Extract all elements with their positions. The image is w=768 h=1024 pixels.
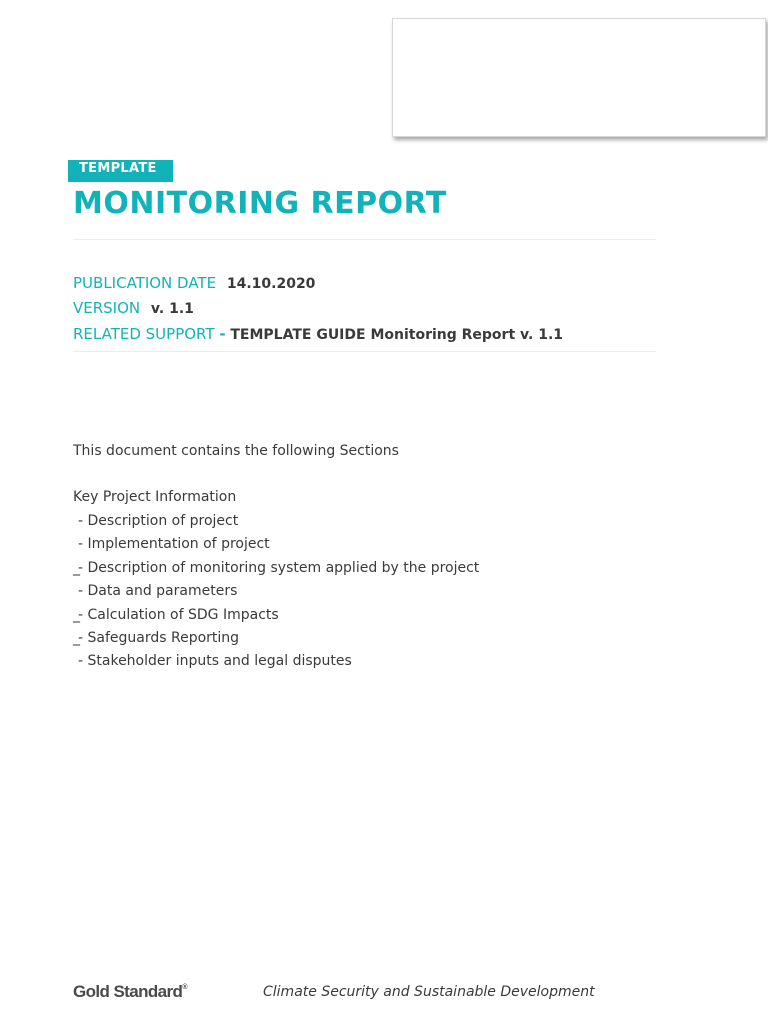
intro-text: This document contains the following Sections <box>73 443 399 459</box>
publication-date-value: 14.10.2020 <box>226 276 316 292</box>
template-tag-label: TEMPLATE <box>79 161 157 176</box>
section-label: - Stakeholder inputs and legal disputes <box>78 653 352 669</box>
related-support-row <box>73 325 563 343</box>
section-label: - Description of monitoring system applied by the project <box>78 560 480 576</box>
section-label: - Data and parameters <box>78 583 238 599</box>
related-support-dash: - <box>219 325 226 343</box>
logo-text: Gold Standard <box>73 982 183 1001</box>
meta-divider <box>73 351 656 352</box>
section-label: - Implementation of project <box>78 536 270 552</box>
version-value: v. 1.1 <box>150 301 194 317</box>
version-label: VERSION <box>73 299 141 317</box>
section-list-item <box>73 630 239 646</box>
section-list-item <box>73 653 352 669</box>
registered-mark: ® <box>182 984 187 991</box>
section-list-item <box>73 560 479 576</box>
gold-standard-logo <box>73 982 187 1002</box>
section-label: - Calculation of SDG Impacts <box>78 607 279 623</box>
section-list-item <box>73 513 238 529</box>
section-list-item <box>73 536 270 552</box>
section-marker: _ <box>73 607 80 623</box>
section-marker: _ <box>73 560 80 576</box>
publication-date-label: PUBLICATION DATE <box>73 274 217 292</box>
sections-heading: Key Project Information <box>73 489 237 505</box>
section-list-item <box>73 607 279 623</box>
section-label: - Description of project <box>78 513 239 529</box>
section-list-item <box>73 583 237 599</box>
document-title: MONITORING REPORT <box>73 186 447 221</box>
section-marker: _ <box>73 630 80 646</box>
related-support-label: RELATED SUPPORT <box>73 325 215 343</box>
footer-tagline: Climate Security and Sustainable Development <box>263 984 595 1000</box>
version-row <box>73 299 194 317</box>
title-divider <box>73 239 656 240</box>
related-support-value[interactable]: TEMPLATE GUIDE Monitoring Report v. 1.1 <box>230 327 564 343</box>
publication-date-row <box>73 274 315 292</box>
template-tag <box>68 160 173 182</box>
header-image-placeholder <box>392 18 766 137</box>
section-label: - Safeguards Reporting <box>78 630 240 646</box>
